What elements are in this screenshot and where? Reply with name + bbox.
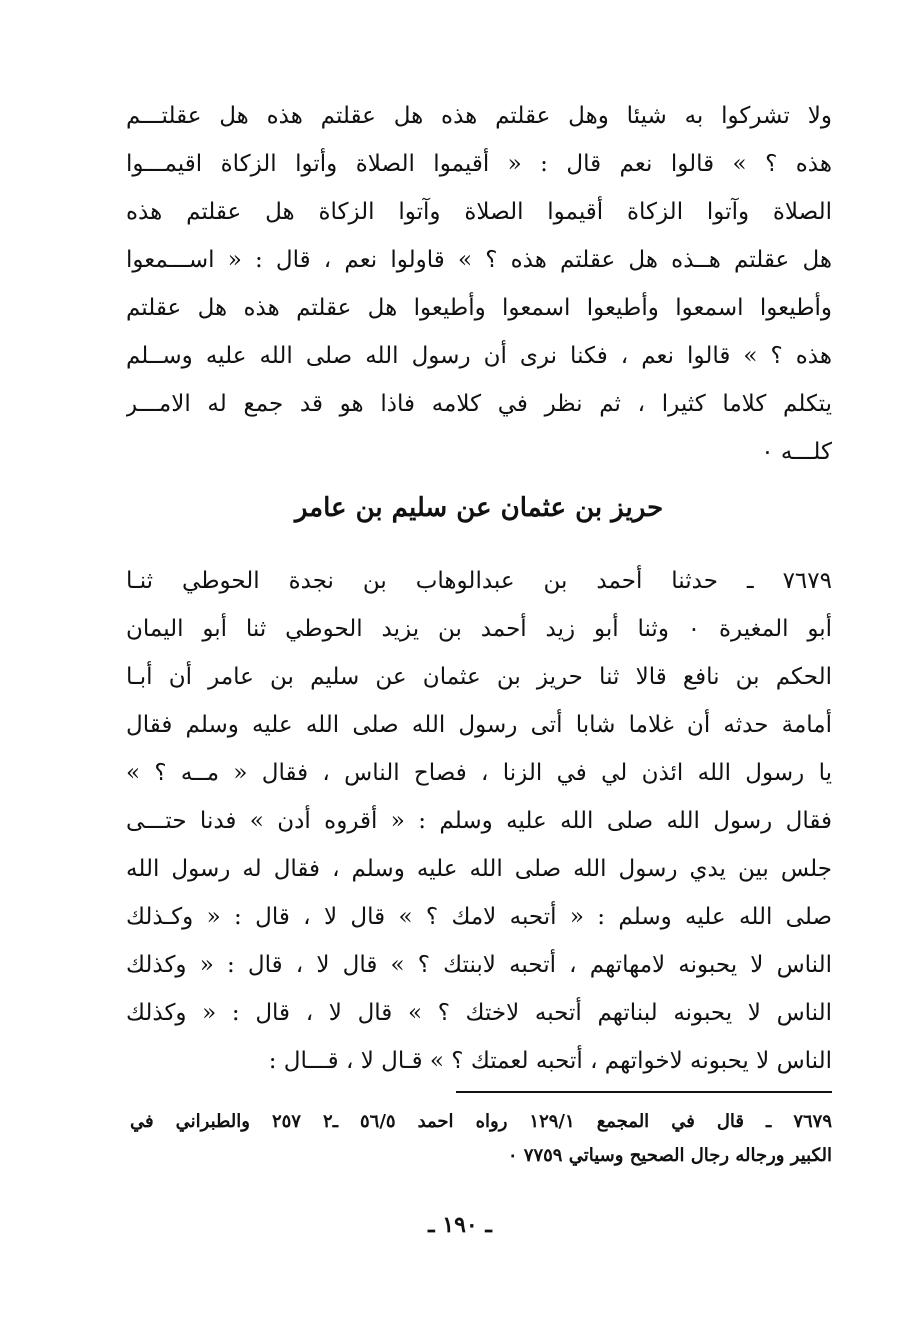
page-number: ـ ١٩٠ ـ: [428, 1212, 492, 1238]
text-line: ٧٦٧٩ ـ حدثنا أحمد بن عبدالوهاب بن نجدة الحوطي ثنـا: [126, 568, 832, 594]
text-line: فقال رسول الله صلى الله عليه وسلم : « أقروه أدن » فدنا حتـــى: [126, 808, 832, 834]
text-line: الصلاة وآتوا الزكاة أقيموا الصلاة وآتوا الزكاة هل عقلتم هذه: [126, 199, 832, 225]
text-line: صلى الله عليه وسلم : « أتحبه لامك ؟ » قال لا ، قال : « وكـذلك: [126, 904, 832, 930]
hadith-paragraph: [126, 557, 832, 1085]
text-line: الناس لا يحبونه لامهاتهم ، أتحبه لابنتك ؟ » قال لا ، قال : « وكذلك: [126, 952, 832, 978]
text-line: يتكلم كلاما كثيرا ، ثم نظر في كلامه فاذا هو قد جمع له الامـــر: [126, 391, 832, 417]
text-line: هذه ؟ » قالوا نعم ، فكنا نرى أن رسول الله صلى الله عليه وســلم: [126, 343, 832, 369]
text-line: الناس لا يحبونه لاخواتهم ، أتحبه لعمتك ؟ » قـال لا ، قـــال :: [268, 1048, 832, 1074]
text-line: هل عقلتم هــذه هل عقلتم هذه ؟ » قاولوا نعم ، قال : « اســـمعوا: [126, 247, 832, 273]
footnote-divider: [456, 1091, 832, 1093]
text-line: أبو المغيرة ٠ وثنا أبو زيد أحمد بن يزيد الحوطي ثنا أبو اليمان: [126, 616, 832, 642]
paragraph-continued: [126, 92, 832, 476]
text-line: يا رسول الله ائذن لي في الزنا ، فصاح الناس ، فقال « مــه ؟ »: [126, 760, 832, 786]
footnote-line: ٧٦٧٩ ـ قال في المجمع ١٢٩/١ رواه احمد ٥٦/٥ ـ٢ ٢٥٧ والطبراني في: [130, 1111, 832, 1132]
section-heading: حريز بن عثمان عن سليم بن عامر: [294, 493, 664, 523]
text-line: الحكم بن نافع قالا ثنا حريز بن عثمان عن سليم بن عامر أن أبـا: [126, 664, 832, 690]
text-line: هذه ؟ » قالوا نعم قال : « أقيموا الصلاة وأتوا الزكاة اقيمـــوا: [126, 151, 832, 177]
footnote: [130, 1105, 832, 1173]
text-line: جلس بين يدي رسول الله صلى الله عليه وسلم ، فقال له رسول الله: [126, 856, 832, 882]
text-line: ولا تشركوا به شيئا وهل عقلتم هذه هل عقلتم هذه هل عقلتـــم: [126, 103, 832, 129]
footnote-line: الكبير ورجاله رجال الصحيح وسياتي ٧٧٥٩ ٠: [507, 1145, 832, 1166]
text-line: كلـــه ٠: [761, 439, 832, 465]
text-line: الناس لا يحبونه لبناتهم أتحبه لاختك ؟ » قال لا ، قال : « وكذلك: [126, 1000, 832, 1026]
text-line: وأطيعوا اسمعوا وأطيعوا اسمعوا وأطيعوا هل عقلتم هذه هل عقلتم: [126, 295, 832, 321]
text-line: أمامة حدثه أن غلاما شابا أتى رسول الله صلى الله عليه وسلم فقال: [126, 712, 832, 738]
